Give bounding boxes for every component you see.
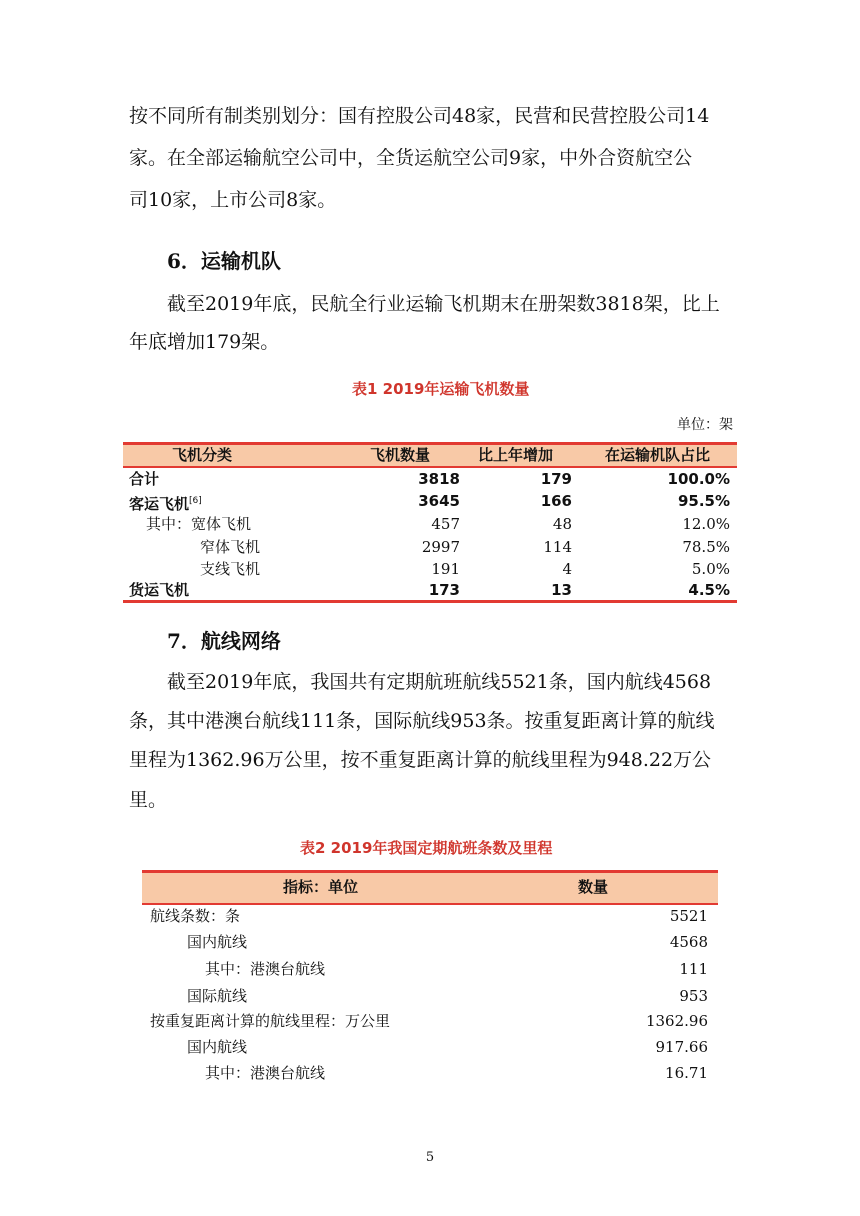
- row-label: 国际航线: [187, 987, 248, 1005]
- section-heading-routes: 7．航线网络: [167, 629, 281, 653]
- row-increase: 4: [562, 560, 572, 578]
- paragraph-line: 截至2019年底，我国共有定期航班航线5521条，国内航线4568: [167, 671, 712, 693]
- row-value: 4568: [669, 933, 708, 951]
- table2-header-indicator: 指标：单位: [283, 878, 359, 896]
- row-increase: 13: [551, 581, 572, 599]
- row-label: 国内航线: [187, 933, 248, 951]
- row-increase: 114: [543, 538, 572, 556]
- paragraph-line: 司10家，上市公司8家。: [129, 189, 337, 211]
- row-label: 窄体飞机: [200, 538, 261, 556]
- row-share: 12.0%: [682, 515, 730, 533]
- paragraph-line: 里程为1362.96万公里，按不重复距离计算的航线里程为948.22万公: [129, 749, 712, 771]
- row-count: 3818: [418, 470, 460, 488]
- row-label: 支线飞机: [200, 560, 261, 578]
- row-label: [129, 490, 202, 515]
- row-count: 191: [431, 560, 460, 578]
- row-label: 其中：港澳台航线: [205, 960, 326, 978]
- row-share: 5.0%: [691, 560, 730, 578]
- table1-bottom-rule: [123, 600, 737, 603]
- paragraph-line: 家。在全部运输航空公司中，全货运航空公司9家，中外合资航空公: [129, 147, 693, 169]
- row-increase: 179: [540, 470, 572, 488]
- table1-header-count: 飞机数量: [370, 446, 431, 464]
- row-increase: 166: [540, 492, 572, 510]
- paragraph-line: 里。: [129, 789, 168, 811]
- row-count: 2997: [421, 538, 460, 556]
- paragraph-line: 截至2019年底，民航全行业运输飞机期末在册架数3818架，比上: [167, 293, 720, 315]
- row-label: 其中：港澳台航线: [205, 1064, 326, 1082]
- row-label: 航线条数：条: [150, 907, 241, 925]
- row-value: 953: [679, 987, 708, 1005]
- row-increase: 48: [552, 515, 572, 533]
- table1-caption: 表1 2019年运输飞机数量: [352, 380, 530, 398]
- table2-header-value: 数量: [578, 878, 609, 896]
- section-heading-fleet: 6．运输机队: [167, 249, 281, 273]
- row-share: 95.5%: [677, 492, 730, 510]
- row-label: 国内航线: [187, 1038, 248, 1056]
- row-value: 111: [679, 960, 708, 978]
- paragraph-line: 年底增加179架。: [129, 331, 280, 353]
- row-label-text: 客运飞机: [129, 495, 190, 513]
- page-number: 5: [425, 1150, 435, 1165]
- footnote-ref: [6]: [189, 496, 202, 506]
- paragraph-line: 按不同所有制类别划分：国有控股公司48家，民营和民营控股公司14: [129, 105, 710, 127]
- row-share: 78.5%: [682, 538, 730, 556]
- table2-header-row: [142, 870, 718, 904]
- row-label: 其中：宽体飞机: [146, 515, 252, 533]
- row-label: 合计: [129, 470, 160, 488]
- table2-caption: 表2 2019年我国定期航班条数及里程: [300, 839, 553, 857]
- row-label: 货运飞机: [129, 581, 190, 599]
- row-share: 100.0%: [667, 470, 730, 488]
- row-label: 按重复距离计算的航线里程：万公里: [150, 1012, 391, 1030]
- table1-unit: 单位：架: [677, 417, 733, 433]
- row-count: 457: [431, 515, 460, 533]
- row-count: 173: [428, 581, 460, 599]
- table1-header-increase: 比上年增加: [478, 446, 554, 464]
- row-value: 917.66: [655, 1038, 708, 1056]
- row-count: 3645: [418, 492, 460, 510]
- row-value: 5521: [669, 907, 708, 925]
- row-value: 16.71: [665, 1064, 708, 1082]
- row-value: 1362.96: [645, 1012, 708, 1030]
- table1-header-share: 在运输机队占比: [605, 446, 711, 464]
- table1-header-category: 飞机分类: [172, 446, 233, 464]
- row-share: 4.5%: [688, 581, 730, 599]
- paragraph-line: 条，其中港澳台航线111条，国际航线953条。按重复距离计算的航线: [129, 710, 715, 732]
